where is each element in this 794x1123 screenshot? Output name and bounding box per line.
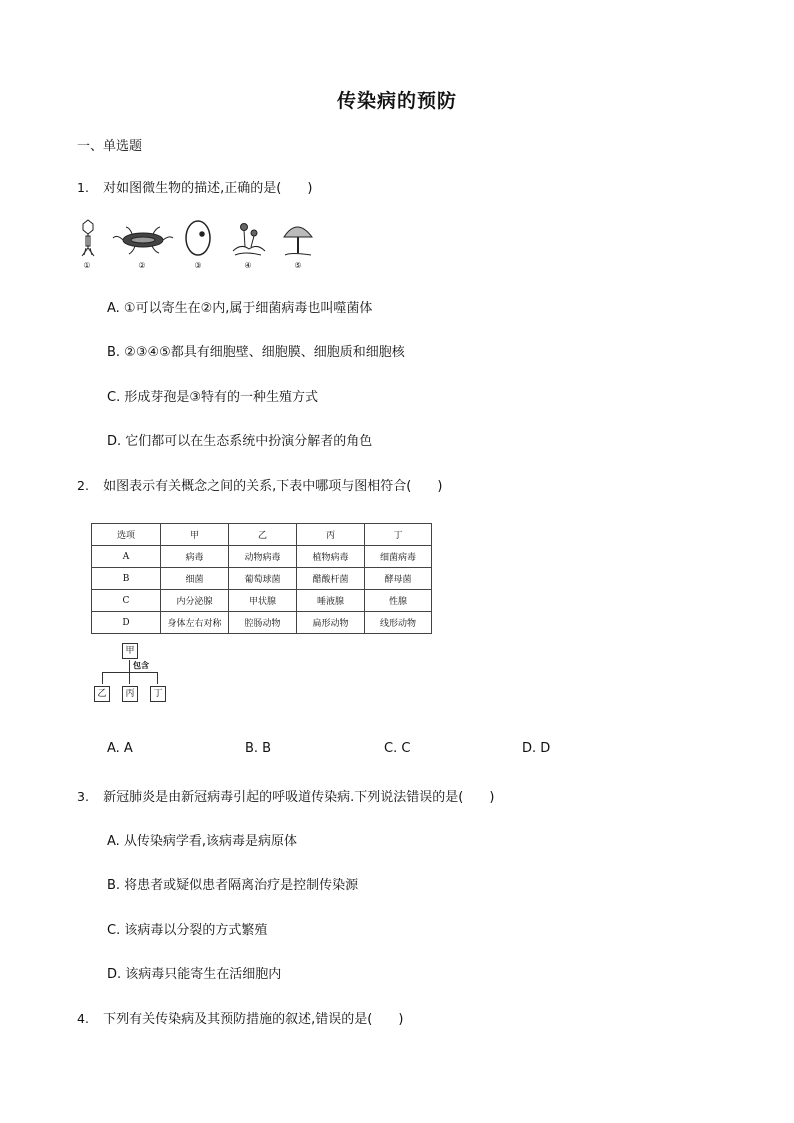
table-row <box>92 568 432 590</box>
table-cell: 甲状腺 <box>229 590 297 612</box>
table-row <box>92 590 432 612</box>
table-cell: 酵母菌 <box>365 568 432 590</box>
table-cell: 植物病毒 <box>297 546 365 568</box>
figure-label-3: ③ <box>194 261 202 270</box>
question-number: 4. <box>77 1011 89 1026</box>
page-title: 传染病的预防 <box>336 90 457 112</box>
question-text: 新冠肺炎是由新冠病毒引起的呼吸道传染病.下列说法错误的是( ) <box>103 790 495 805</box>
table-cell: 醋酸杆菌 <box>297 568 365 590</box>
table-header-cell: 选项 <box>92 524 161 546</box>
table-cell: 性腺 <box>365 590 432 612</box>
q3-option-d[interactable]: D. 该病毒只能寄生在活细胞内 <box>107 967 282 982</box>
table-cell: 身体左右对称 <box>161 612 229 634</box>
concept-table-wrapper <box>91 523 432 634</box>
q2-option-a[interactable]: A. A <box>107 741 133 756</box>
table-cell: B <box>92 568 161 590</box>
table-cell: 唾液腺 <box>297 590 365 612</box>
table-cell: 细菌病毒 <box>365 546 432 568</box>
q3-option-a[interactable]: A. 从传染病学看,该病毒是病原体 <box>107 834 298 849</box>
figure-label-2: ② <box>138 261 146 270</box>
table-cell: 扁形动物 <box>297 612 365 634</box>
diagram-connector <box>129 660 130 672</box>
question-text: 如图表示有关概念之间的关系,下表中哪项与图相符合( ) <box>103 479 443 494</box>
question-4 <box>77 1008 403 1027</box>
diagram-connector <box>157 672 158 684</box>
diagram-connector <box>102 672 158 673</box>
figure-label-4: ④ <box>244 261 252 270</box>
table-cell: 葡萄球菌 <box>229 568 297 590</box>
diagram-node-child-3: 丁 <box>150 686 166 702</box>
question-number: 1. <box>77 180 89 195</box>
diagram-connector <box>129 672 130 684</box>
question-number: 2. <box>77 478 89 493</box>
table-cell: 病毒 <box>161 546 229 568</box>
diagram-node-child-2: 丙 <box>122 686 138 702</box>
q2-option-c[interactable]: C. C <box>384 741 411 756</box>
diagram-node-top: 甲 <box>122 643 138 659</box>
table-row <box>92 612 432 634</box>
microbes-figure <box>77 215 317 275</box>
table-header-cell: 丙 <box>297 524 365 546</box>
q2-option-d[interactable]: D. D <box>522 741 551 756</box>
diagram-relation-label: 包含 <box>133 661 149 670</box>
table-cell: 腔肠动物 <box>229 612 297 634</box>
table-header-cell: 乙 <box>229 524 297 546</box>
question-3 <box>77 786 494 805</box>
figure-label-5: ⑤ <box>294 261 302 270</box>
table-cell: A <box>92 546 161 568</box>
question-2 <box>77 475 442 494</box>
q1-option-b[interactable]: B. ②③④⑤都具有细胞壁、细胞膜、细胞质和细胞核 <box>107 345 405 360</box>
question-text: 对如图微生物的描述,正确的是( ) <box>103 181 313 196</box>
question-text: 下列有关传染病及其预防措施的叙述,错误的是( ) <box>103 1012 404 1027</box>
figure-label-1: ① <box>83 261 91 270</box>
yeast-cell-illustration <box>186 221 210 255</box>
table-cell: 内分泌腺 <box>161 590 229 612</box>
q1-option-a[interactable]: A. ①可以寄生在②内,属于细菌病毒也叫噬菌体 <box>107 301 373 316</box>
concept-table <box>91 523 432 634</box>
table-row <box>92 546 432 568</box>
table-header-row <box>92 524 432 546</box>
question-1 <box>77 177 312 196</box>
table-header-cell: 甲 <box>161 524 229 546</box>
diagram-node-child-1: 乙 <box>94 686 110 702</box>
concept-diagram <box>90 640 180 708</box>
table-cell: 细菌 <box>161 568 229 590</box>
table-cell: 动物病毒 <box>229 546 297 568</box>
table-header-cell: 丁 <box>365 524 432 546</box>
table-cell: C <box>92 590 161 612</box>
q3-option-b[interactable]: B. 将患者或疑似患者隔离治疗是控制传染源 <box>107 878 359 893</box>
table-cell: D <box>92 612 161 634</box>
bacteriophage-illustration <box>82 220 94 256</box>
q3-option-c[interactable]: C. 该病毒以分裂的方式繁殖 <box>107 923 268 938</box>
mold-illustration <box>233 224 265 256</box>
section-heading: 一、单选题 <box>77 139 143 154</box>
table-cell: 线形动物 <box>365 612 432 634</box>
diagram-connector <box>102 672 103 684</box>
bacterium-illustration <box>113 227 173 254</box>
question-number: 3. <box>77 789 89 804</box>
q1-option-c[interactable]: C. 形成芽孢是③特有的一种生殖方式 <box>107 390 318 405</box>
q1-option-d[interactable]: D. 它们都可以在生态系统中扮演分解者的角色 <box>107 434 373 449</box>
q2-option-b[interactable]: B. B <box>245 741 272 756</box>
mushroom-illustration <box>284 227 312 255</box>
